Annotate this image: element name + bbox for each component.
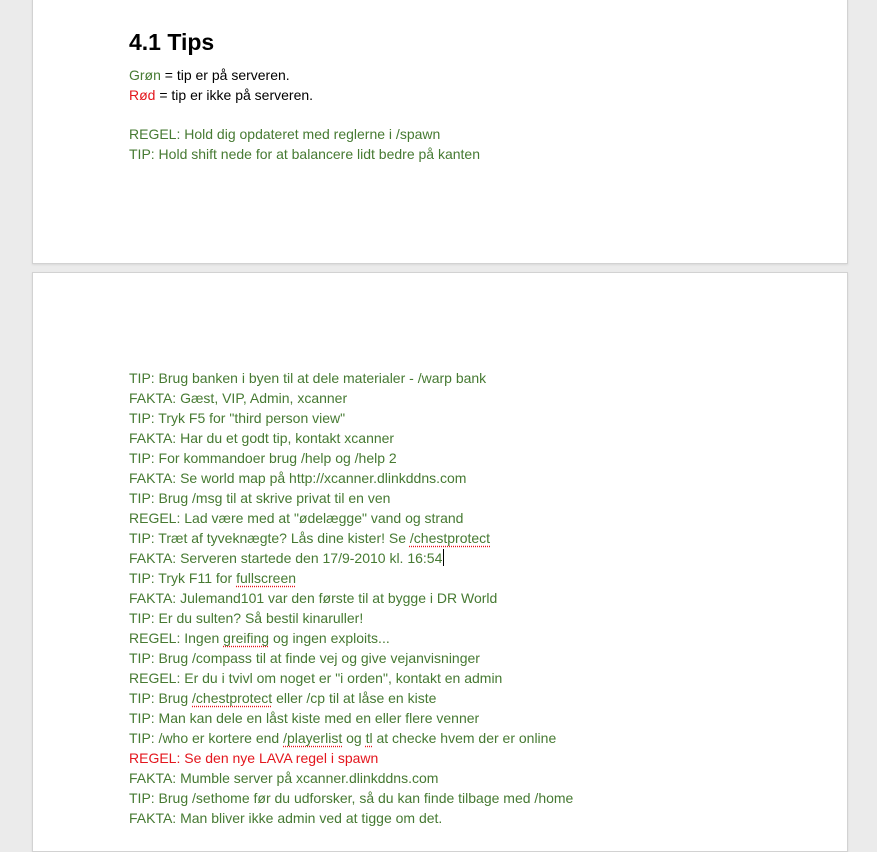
text-line[interactable] [129, 588, 807, 608]
line-text: FAKTA: Serveren startede den 17/9-2010 kl. 16:54 [129, 550, 443, 566]
line-text: og [342, 730, 366, 746]
text-cursor [443, 549, 444, 566]
page-2-content [129, 368, 807, 828]
text-line[interactable]: REGEL: Hold dig opdateret med reglerne i /spawn [129, 126, 441, 142]
line-text: TIP: Brug banken i byen til at dele materialer - /warp bank [129, 370, 487, 386]
line-text: FAKTA: Gæst, VIP, Admin, xcanner [129, 390, 348, 406]
line-text: FAKTA: Mumble server på xcanner.dlinkddns.com [129, 770, 439, 786]
legend-red-text: = tip er ikke på serveren. [155, 87, 314, 103]
text-line[interactable] [129, 628, 807, 648]
misspelled-word: /playerlist [283, 730, 343, 746]
text-line[interactable] [129, 768, 807, 788]
text-line[interactable] [129, 668, 807, 688]
blank-line [129, 105, 807, 124]
text-line[interactable] [129, 788, 807, 808]
text-line[interactable] [129, 488, 807, 508]
misspelled-word: /chestprotect [409, 530, 491, 546]
line-text: FAKTA: Man bliver ikke admin ved at tigge om det. [129, 810, 443, 826]
page-1-content [129, 28, 807, 164]
text-line[interactable] [129, 708, 807, 728]
line-text: FAKTA: Julemand101 var den første til at bygge i DR World [129, 590, 498, 606]
line-text: TIP: Tryk F11 for [129, 570, 237, 586]
legend-red-line [129, 85, 807, 105]
line-text: og ingen exploits... [269, 630, 390, 646]
line-text: TIP: Brug /sethome før du udforsker, så du kan finde tilbage med /home [129, 790, 574, 806]
legend-red-word: Rød [129, 87, 156, 103]
text-line[interactable]: TIP: Hold shift nede for at balancere lidt bedre på kanten [129, 146, 480, 162]
line-text: TIP: Tryk F5 for "third person view" [129, 410, 346, 426]
line-text: TIP: Er du sulten? Så bestil kinaruller! [129, 610, 364, 626]
text-line[interactable] [129, 728, 807, 748]
line-text: TIP: Brug /msg til at skrive privat til en ven [129, 490, 391, 506]
line-text: REGEL: Se den nye LAVA regel i spawn [129, 750, 379, 766]
text-line[interactable] [129, 508, 807, 528]
misspelled-word: greifing [223, 630, 270, 646]
line-text: REGEL: Ingen [129, 630, 224, 646]
line-text: TIP: Brug /compass til at finde vej og give vejanvisninger [129, 650, 480, 666]
text-line[interactable] [129, 808, 807, 828]
legend-green-line [129, 65, 807, 85]
legend-green-word: Grøn [129, 67, 161, 83]
line-text: TIP: Brug [129, 690, 193, 706]
text-line[interactable] [129, 548, 807, 568]
line-text: eller /cp til at låse en kiste [272, 690, 437, 706]
line-text: REGEL: Er du i tvivl om noget er "i orden", kontakt en admin [129, 670, 503, 686]
legend-green-text: = tip er på serveren. [160, 67, 290, 83]
text-line[interactable] [129, 388, 807, 408]
text-line[interactable] [129, 748, 807, 768]
line-text: TIP: /who er kortere end [129, 730, 284, 746]
document-page-2 [32, 272, 848, 852]
text-line[interactable] [129, 428, 807, 448]
text-line[interactable] [129, 648, 807, 668]
text-line[interactable] [129, 448, 807, 468]
text-line[interactable] [129, 468, 807, 488]
misspelled-word: fullscreen [236, 570, 297, 586]
text-line[interactable] [129, 608, 807, 628]
line-text: REGEL: Lad være med at "ødelægge" vand og strand [129, 510, 464, 526]
document-page-1 [32, 0, 848, 264]
line-text: at checke hvem der er online [372, 730, 557, 746]
text-line[interactable] [129, 688, 807, 708]
misspelled-word: tl [365, 730, 373, 746]
line-text: TIP: Træt af tyveknægte? Lås dine kister! Se [129, 530, 410, 546]
text-line[interactable] [129, 368, 807, 388]
text-line[interactable] [129, 568, 807, 588]
misspelled-word: /chestprotect [192, 690, 273, 706]
line-text: FAKTA: Se world map på http://xcanner.dlinkddns.com [129, 470, 467, 486]
line-text: TIP: For kommandoer brug /help og /help 2 [129, 450, 397, 466]
text-line[interactable] [129, 408, 807, 428]
line-text: TIP: Man kan dele en låst kiste med en eller flere venner [129, 710, 480, 726]
line-text: FAKTA: Har du et godt tip, kontakt xcanner [129, 430, 395, 446]
text-line[interactable] [129, 528, 807, 548]
section-heading: 4.1 Tips [129, 29, 215, 55]
